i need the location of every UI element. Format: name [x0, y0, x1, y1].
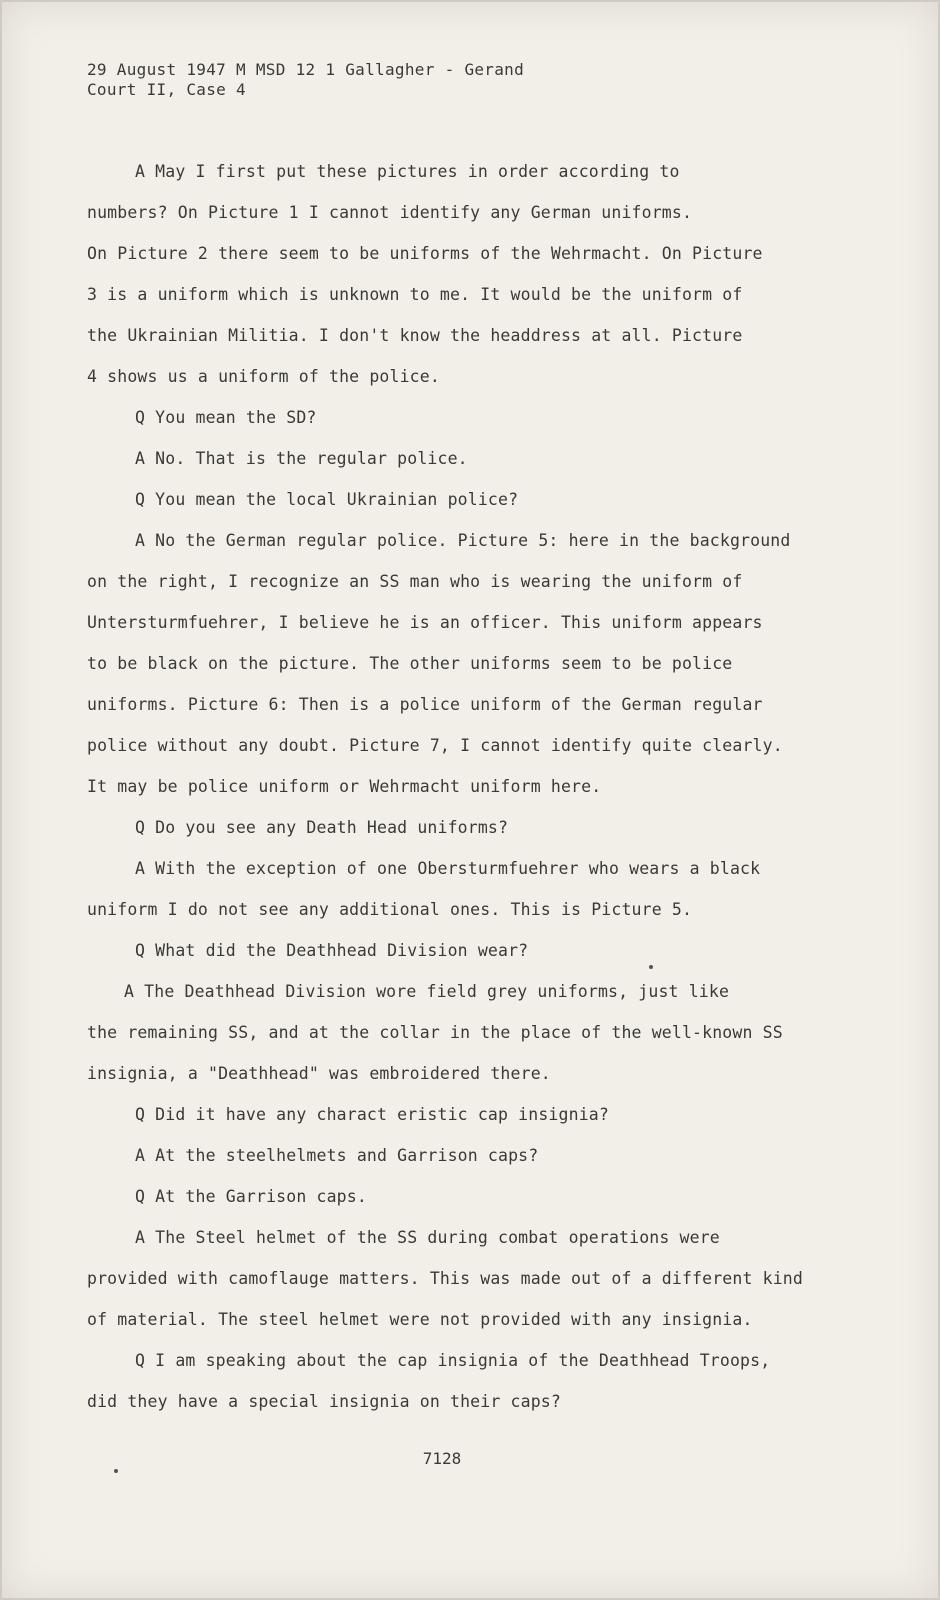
transcript-line: on the right, I recognize an SS man who is wearing the uniform of: [87, 572, 743, 591]
transcript-line: Q I am speaking about the cap insignia of the Deathhead Troops,: [135, 1351, 771, 1370]
transcript-line: A At the steelhelmets and Garrison caps?: [135, 1146, 539, 1165]
transcript-line: Q You mean the SD?: [135, 408, 317, 427]
document-page: [2, 2, 938, 1598]
transcript-line: uniform I do not see any additional ones. This is Picture 5.: [87, 900, 693, 919]
transcript-line: Q What did the Deathhead Division wear?: [135, 941, 529, 960]
transcript-line: A No the German regular police. Picture 5: here in the background: [135, 531, 791, 550]
transcript-line: police without any doubt. Picture 7, I cannot identify quite clearly.: [87, 736, 783, 755]
header-date-line: 29 August 1947 M MSD 12 1 Gallagher - Gerand: [87, 60, 525, 79]
transcript-line: Q You mean the local Ukrainian police?: [135, 490, 519, 509]
transcript-line: On Picture 2 there seem to be uniforms of the Wehrmacht. On Picture: [87, 244, 763, 263]
transcript-line: Untersturmfuehrer, I believe he is an officer. This uniform appears: [87, 613, 763, 632]
transcript-line: Q Do you see any Death Head uniforms?: [135, 818, 509, 837]
transcript-line: to be black on the picture. The other uniforms seem to be police: [87, 654, 733, 673]
transcript-line: A The Deathhead Division wore field grey uniforms, just like: [124, 982, 730, 1001]
transcript-line: provided with camoflauge matters. This was made out of a different kind: [87, 1269, 803, 1288]
ink-speck: [114, 1469, 118, 1473]
transcript-line: the remaining SS, and at the collar in the place of the well-known SS: [87, 1023, 783, 1042]
transcript-line: Q At the Garrison caps.: [135, 1187, 367, 1206]
transcript-line: 4 shows us a uniform of the police.: [87, 367, 440, 386]
transcript-line: 3 is a uniform which is unknown to me. It would be the uniform of: [87, 285, 743, 304]
transcript-line: Q Did it have any charact eristic cap insignia?: [135, 1105, 609, 1124]
transcript-line: insignia, a "Deathhead" was embroidered there.: [87, 1064, 551, 1083]
transcript-line: the Ukrainian Militia. I don't know the headdress at all. Picture: [87, 326, 743, 345]
transcript-line: A The Steel helmet of the SS during combat operations were: [135, 1228, 720, 1247]
transcript-line: A May I first put these pictures in order according to: [135, 162, 680, 181]
transcript-line: It may be police uniform or Wehrmacht uniform here.: [87, 777, 602, 796]
ink-speck: [649, 965, 653, 969]
transcript-line: did they have a special insignia on their caps?: [87, 1392, 561, 1411]
transcript-line: A With the exception of one Obersturmfuehrer who wears a black: [135, 859, 761, 878]
page-number: 7128: [422, 1449, 462, 1468]
transcript-line: numbers? On Picture 1 I cannot identify any German uniforms.: [87, 203, 693, 222]
transcript-line: uniforms. Picture 6: Then is a police uniform of the German regular: [87, 695, 763, 714]
transcript-line: A No. That is the regular police.: [135, 449, 468, 468]
transcript-line: of material. The steel helmet were not provided with any insignia.: [87, 1310, 753, 1329]
header-court-line: Court II, Case 4: [87, 80, 246, 99]
